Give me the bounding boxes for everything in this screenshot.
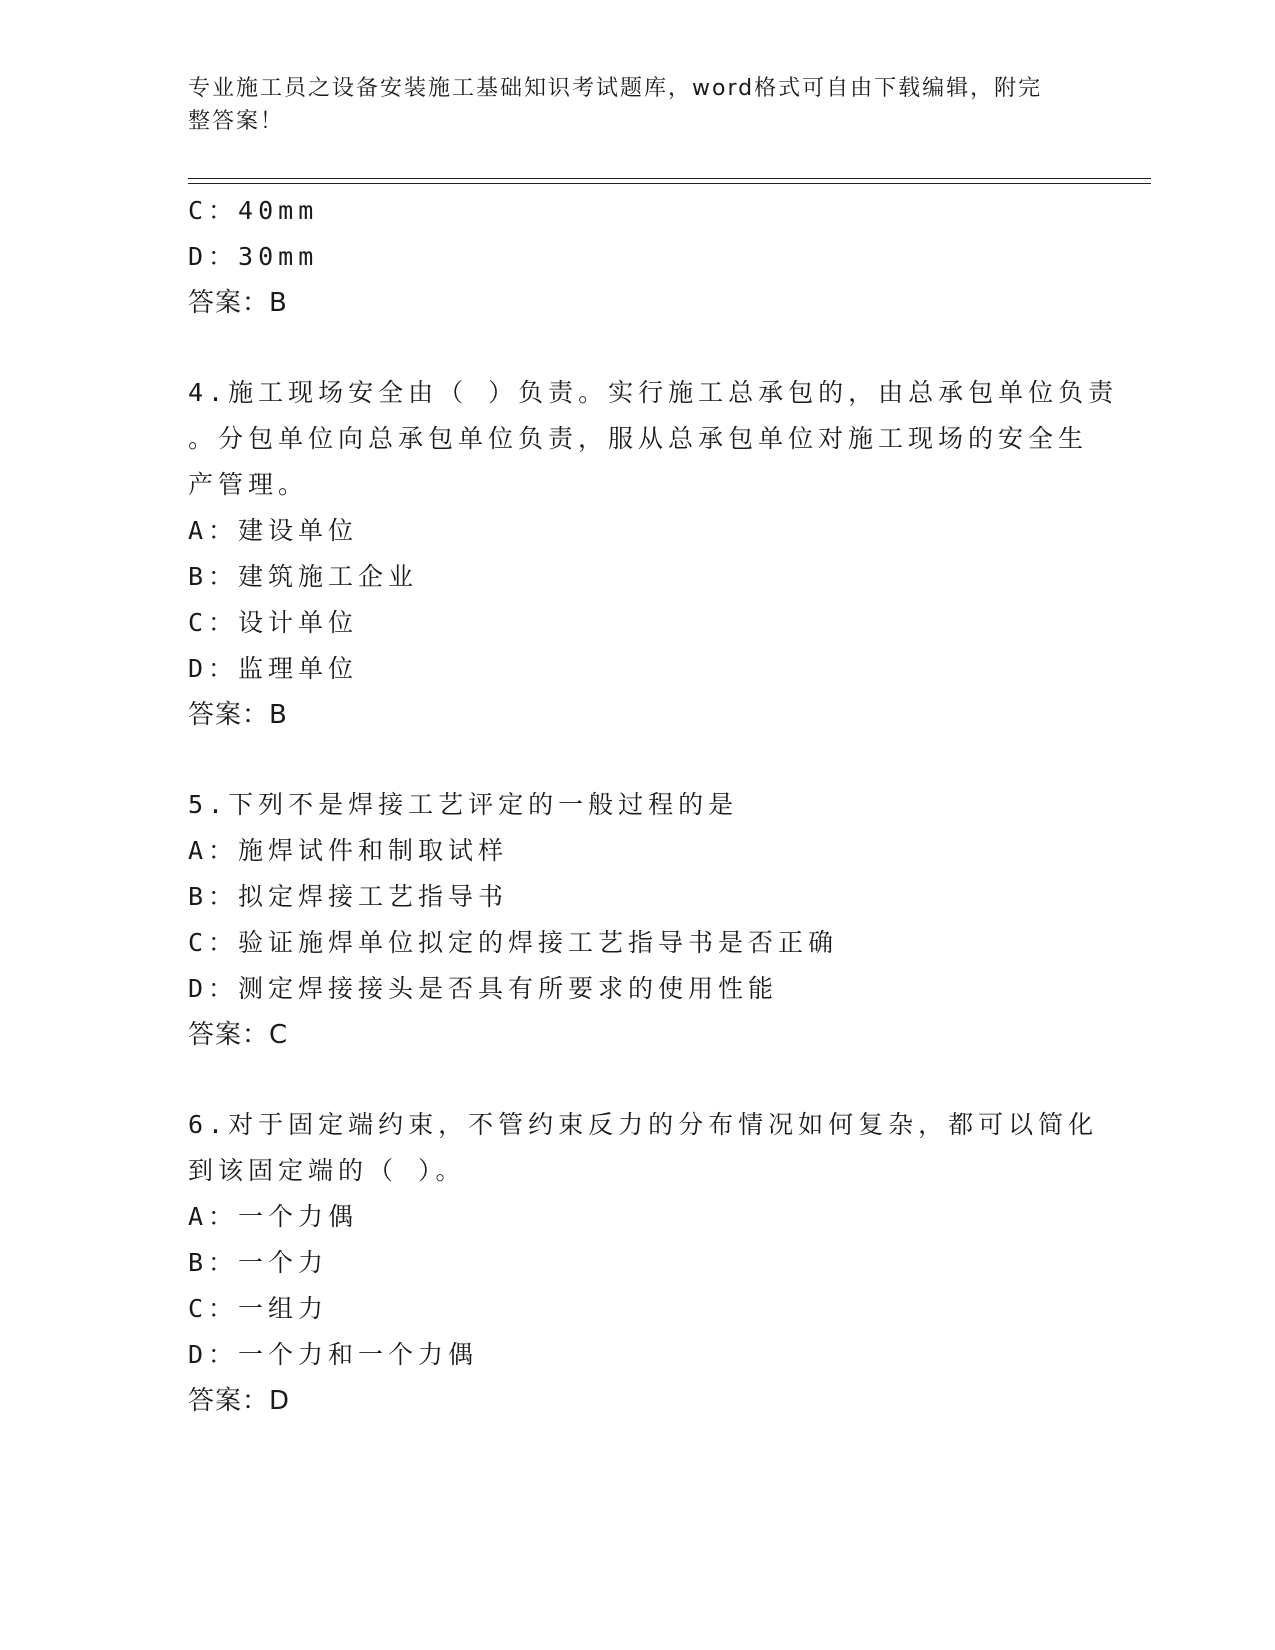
answer: 答案：B xyxy=(188,288,288,318)
question-spacer xyxy=(188,1058,1088,1102)
header-line-2: 整答案！ xyxy=(188,109,285,134)
answer: 答案：D xyxy=(188,1386,291,1416)
option-a: A：建设单位 xyxy=(188,516,359,545)
page-header xyxy=(188,72,1068,138)
option-b: B：拟定焊接工艺指导书 xyxy=(188,882,509,911)
option-d: D：测定焊接接头是否具有所要求的使用性能 xyxy=(188,974,779,1003)
question-4 xyxy=(188,370,1119,738)
question-stem: 6.对于固定端约束，不管约束反力的分布情况如何复杂，都可以简化 xyxy=(188,1110,1099,1139)
answer: 答案：C xyxy=(188,1020,289,1050)
question-stem: 5.下列不是焊接工艺评定的一般过程的是 xyxy=(188,790,739,819)
option-a: A：施焊试件和制取试样 xyxy=(188,836,509,865)
question-stem: 4.施工现场安全由（ ）负责。实行施工总承包的，由总承包单位负责 xyxy=(188,378,1119,407)
question-stem: 。分包单位向总承包单位负责，服从总承包单位对施工现场的安全生 xyxy=(188,424,1089,453)
header-line-1: 专业施工员之设备安装施工基础知识考试题库，word格式可自由下载编辑，附完 xyxy=(188,76,1043,101)
answer: 答案：B xyxy=(188,700,288,730)
option-d: D：一个力和一个力偶 xyxy=(188,1340,479,1369)
header-divider-top xyxy=(188,178,1151,179)
option-b: B：一个力 xyxy=(188,1248,329,1277)
question-6 xyxy=(188,1102,1099,1424)
question-spacer xyxy=(188,326,1088,370)
option-d: D：30mm xyxy=(188,242,319,271)
question-3-continued xyxy=(188,188,1088,326)
option-a: A：一个力偶 xyxy=(188,1202,359,1231)
option-c: C：40mm xyxy=(188,196,319,225)
question-spacer xyxy=(188,738,1088,782)
option-c: C：验证施焊单位拟定的焊接工艺指导书是否正确 xyxy=(188,928,839,957)
option-c: C：设计单位 xyxy=(188,608,359,637)
question-stem: 到该固定端的（ ）。 xyxy=(188,1156,466,1185)
option-b: B：建筑施工企业 xyxy=(188,562,419,591)
header-divider-bottom xyxy=(188,183,1151,184)
question-list xyxy=(188,188,1119,1424)
option-d: D：监理单位 xyxy=(188,654,359,683)
question-5 xyxy=(188,782,1088,1058)
question-stem: 产管理。 xyxy=(188,470,309,499)
option-c: C：一组力 xyxy=(188,1294,329,1323)
